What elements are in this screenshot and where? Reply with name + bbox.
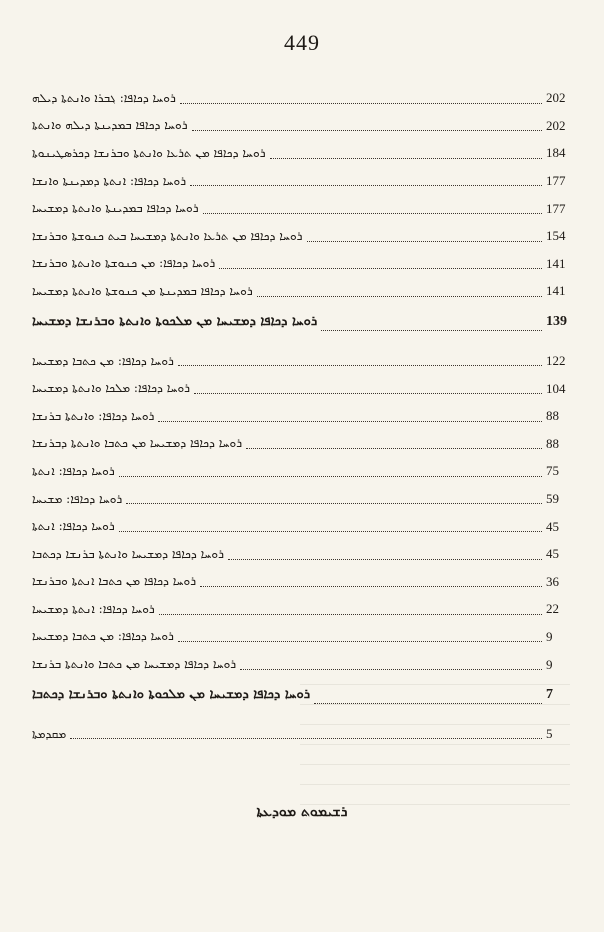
toc-row	[32, 595, 572, 623]
toc-leader-dots	[257, 295, 542, 297]
toc-leader-dots	[180, 102, 542, 104]
toc-entry-title: ܪܘܚܐ ܕܟܐܦܐ: ܓܒܪܐ ܘܐܢܬܬܐ ܕܝܠܗ	[32, 91, 176, 104]
table-of-contents	[32, 84, 572, 747]
toc-entry-title: ܪܘܚܐ ܕܟܐܦܐ ܒܡܕܝܢܬܐ ܘܐܢܬܬܐ ܕܡܫܝܚܐ	[32, 202, 199, 215]
toc-entry-title: ܡܩܕܡܬܐ	[32, 727, 67, 740]
toc-page-number: 202	[546, 117, 566, 133]
toc-leader-dots	[270, 157, 542, 159]
toc-entry-title: ܪܘܚܐ ܕܟܐܦܐ ܒܡܕܝܢܬܐ ܕܝܠܗ ܘܐܢܬܬܐ	[32, 119, 188, 132]
toc-page-number: 139	[546, 313, 567, 329]
toc-row	[32, 720, 572, 748]
toc-page-number: 122	[546, 353, 566, 369]
toc-page-number: 45	[546, 518, 559, 534]
toc-row	[32, 402, 572, 430]
toc-leader-dots	[200, 585, 542, 587]
toc-row	[32, 277, 572, 305]
toc-leader-dots	[178, 640, 542, 642]
toc-entry-title: ܪܘܚܐ ܕܟܐܦܐ: ܘܐܢܬܬܐ ܒܪܢܫܐ	[32, 409, 155, 422]
toc-row	[32, 84, 572, 112]
toc-page-number: 184	[546, 145, 566, 161]
toc-entry-title: ܪܘܚܐ ܕܟܐܦܐ ܕܡܫܝܚܐ ܡܢ ܟܬܒܐ ܘܐܢܬܬܐ ܕܒܪܢܫܐ	[32, 437, 243, 450]
toc-leader-dots	[192, 129, 542, 131]
toc-leader-dots	[194, 392, 542, 394]
toc-leader-dots	[314, 702, 542, 704]
toc-leader-dots	[190, 184, 542, 186]
toc-row	[32, 430, 572, 458]
toc-row	[32, 222, 572, 250]
toc-leader-dots	[126, 502, 542, 504]
toc-entry-title: ܪܘܚܐ ܕܟܐܦܐ ܡܢ ܟܬܒܐ ܐܢܬܬܐ ܘܒܪܢܫܐ	[32, 575, 197, 588]
toc-entry-title: ܪܘܚܐ ܕܟܐܦܐ: ܐܢܬܬܐ ܕܡܕܝܢܬܐ ܘܐܢܫܐ	[32, 174, 187, 187]
toc-entry-title: ܪܘܚܐ ܕܟܐܦܐ: ܐܢܬܬܐ	[32, 520, 115, 533]
toc-entry-title: ܪܘܚܐ ܕܟܐܦܐ: ܡܠܟܐ ܘܐܢܬܬܐ ܕܡܫܝܚܐ	[32, 382, 190, 395]
toc-page-number: 36	[546, 573, 559, 589]
toc-leader-dots	[119, 530, 542, 532]
toc-leader-dots	[321, 329, 542, 331]
toc-leader-dots	[219, 267, 542, 269]
toc-leader-dots	[240, 668, 542, 670]
toc-row	[32, 568, 572, 596]
toc-entry-title: ܪܘܚܐ ܕܟܐܦܐ: ܐܢܬܬܐ	[32, 464, 115, 477]
toc-page-number: 88	[546, 408, 559, 424]
toc-entry-title: ܪܘܚܐ ܕܟܐܦܐ ܡܢ ܬܪܥܐ ܘܐܢܬܬܐ ܘܒܪܢܫܐ ܕܟܪܣܛܝܢܘܬܐ	[32, 146, 266, 159]
toc-row	[32, 112, 572, 140]
toc-row	[32, 623, 572, 651]
toc-entry-title: ܪܘܚܐ ܕܟܐܦܐ: ܐܢܬܬܐ ܕܡܫܝܚܐ	[32, 602, 155, 615]
toc-page-number: 154	[546, 228, 566, 244]
toc-page-number: 202	[546, 90, 566, 106]
toc-page-number: 141	[546, 283, 566, 299]
toc-leader-dots	[158, 420, 542, 422]
toc-leader-dots	[246, 447, 542, 449]
toc-row	[32, 250, 572, 278]
toc-leader-dots	[307, 240, 542, 242]
toc-page-number: 59	[546, 491, 559, 507]
toc-row	[32, 374, 572, 402]
toc-entry-title: ܪܘܚܐ ܕܟܐܦܐ ܕܡܫܝܚܐ ܘܐܢܬܬܐ ܒܪܢܫܐ ܕܟܬܒܐ	[32, 547, 224, 560]
toc-page-number: 9	[546, 628, 553, 644]
toc-entry-title: ܪܘܚܐ ܕܟܐܦܐ ܕܡܫܝܚܐ ܡܢ ܡܠܟܘܬܐ ܘܐܢܬܬܐ ܘܒܪܢܫܐ ܕܡܫܝܚܐ	[32, 315, 318, 329]
toc-entry-title: ܪܘܚܐ ܕܟܐܦܐ ܡܢ ܬܪܥܐ ܘܐܢܬܬܐ ܕܡܫܝܚܐ ܒܝܬ ܟܢܘܫܬܐ ܘܒܪܢܫܐ	[32, 229, 303, 242]
toc-row	[32, 650, 572, 678]
toc-section-row	[32, 678, 572, 712]
toc-row	[32, 540, 572, 568]
toc-row	[32, 194, 572, 222]
toc-page-number: 104	[546, 380, 566, 396]
toc-page-number: 177	[546, 200, 566, 216]
toc-row	[32, 512, 572, 540]
toc-row	[32, 167, 572, 195]
toc-row	[32, 347, 572, 375]
toc-leader-dots	[178, 364, 542, 366]
toc-entry-title: ܪܘܚܐ ܕܟܐܦܐ: ܡܢ ܟܢܘܫܬܐ ܘܐܢܬܬܐ ܘܒܪܢܫܐ	[32, 257, 216, 270]
toc-entry-title: ܪܘܚܐ ܕܟܐܦܐ: ܡܢ ܟܬܒܐ ܕܡܫܝܚܐ	[32, 354, 174, 367]
toc-leader-dots	[228, 558, 542, 560]
toc-entry-title: ܪܘܚܐ ܕܟܐܦܐ ܕܡܫܝܚܐ ܡܢ ܟܬܒܐ ܘܐܢܬܬܐ ܒܪܢܫܐ	[32, 658, 237, 671]
toc-page-number: 75	[546, 463, 559, 479]
toc-page-number: 9	[546, 656, 553, 672]
toc-page-number: 5	[546, 726, 553, 742]
toc-entry-title: ܪܘܚܐ ܕܟܐܦܐ ܕܡܫܝܚܐ ܡܢ ܡܠܟܘܬܐ ܘܐܢܬܬܐ ܘܒܪܢܫܐ ܕܟܬܒܐ	[32, 688, 311, 702]
page-number: 449	[284, 30, 320, 55]
toc-page-number: 7	[546, 686, 553, 702]
toc-page-number: 141	[546, 255, 566, 271]
toc-entry-title: ܪܘܚܐ ܕܟܐܦܐ ܒܡܕܝܢܬܐ ܡܢ ܟܢܘܫܬܐ ܘܐܢܬܬܐ ܕܡܫܝܚܐ	[32, 284, 253, 297]
toc-page-number: 22	[546, 601, 559, 617]
section-heading: ܪܫܝܡܘܬ ܡܘܕܥܬܐ	[256, 804, 348, 820]
toc-page-number: 177	[546, 173, 566, 189]
toc-page-number: 45	[546, 546, 559, 562]
toc-leader-dots	[159, 613, 542, 615]
toc-row	[32, 485, 572, 513]
toc-leader-dots	[119, 475, 542, 477]
toc-entry-title: ܪܘܚܐ ܕܟܐܦܐ: ܡܫܝܚܐ	[32, 492, 123, 505]
toc-row	[32, 139, 572, 167]
toc-entry-title: ܪܘܚܐ ܕܟܐܦܐ: ܡܢ ܟܬܒܐ ܕܡܫܝܚܐ	[32, 630, 174, 643]
toc-leader-dots	[70, 737, 542, 739]
toc-page-number: 88	[546, 435, 559, 451]
toc-section-row	[32, 305, 572, 339]
toc-row	[32, 457, 572, 485]
toc-leader-dots	[203, 212, 542, 214]
